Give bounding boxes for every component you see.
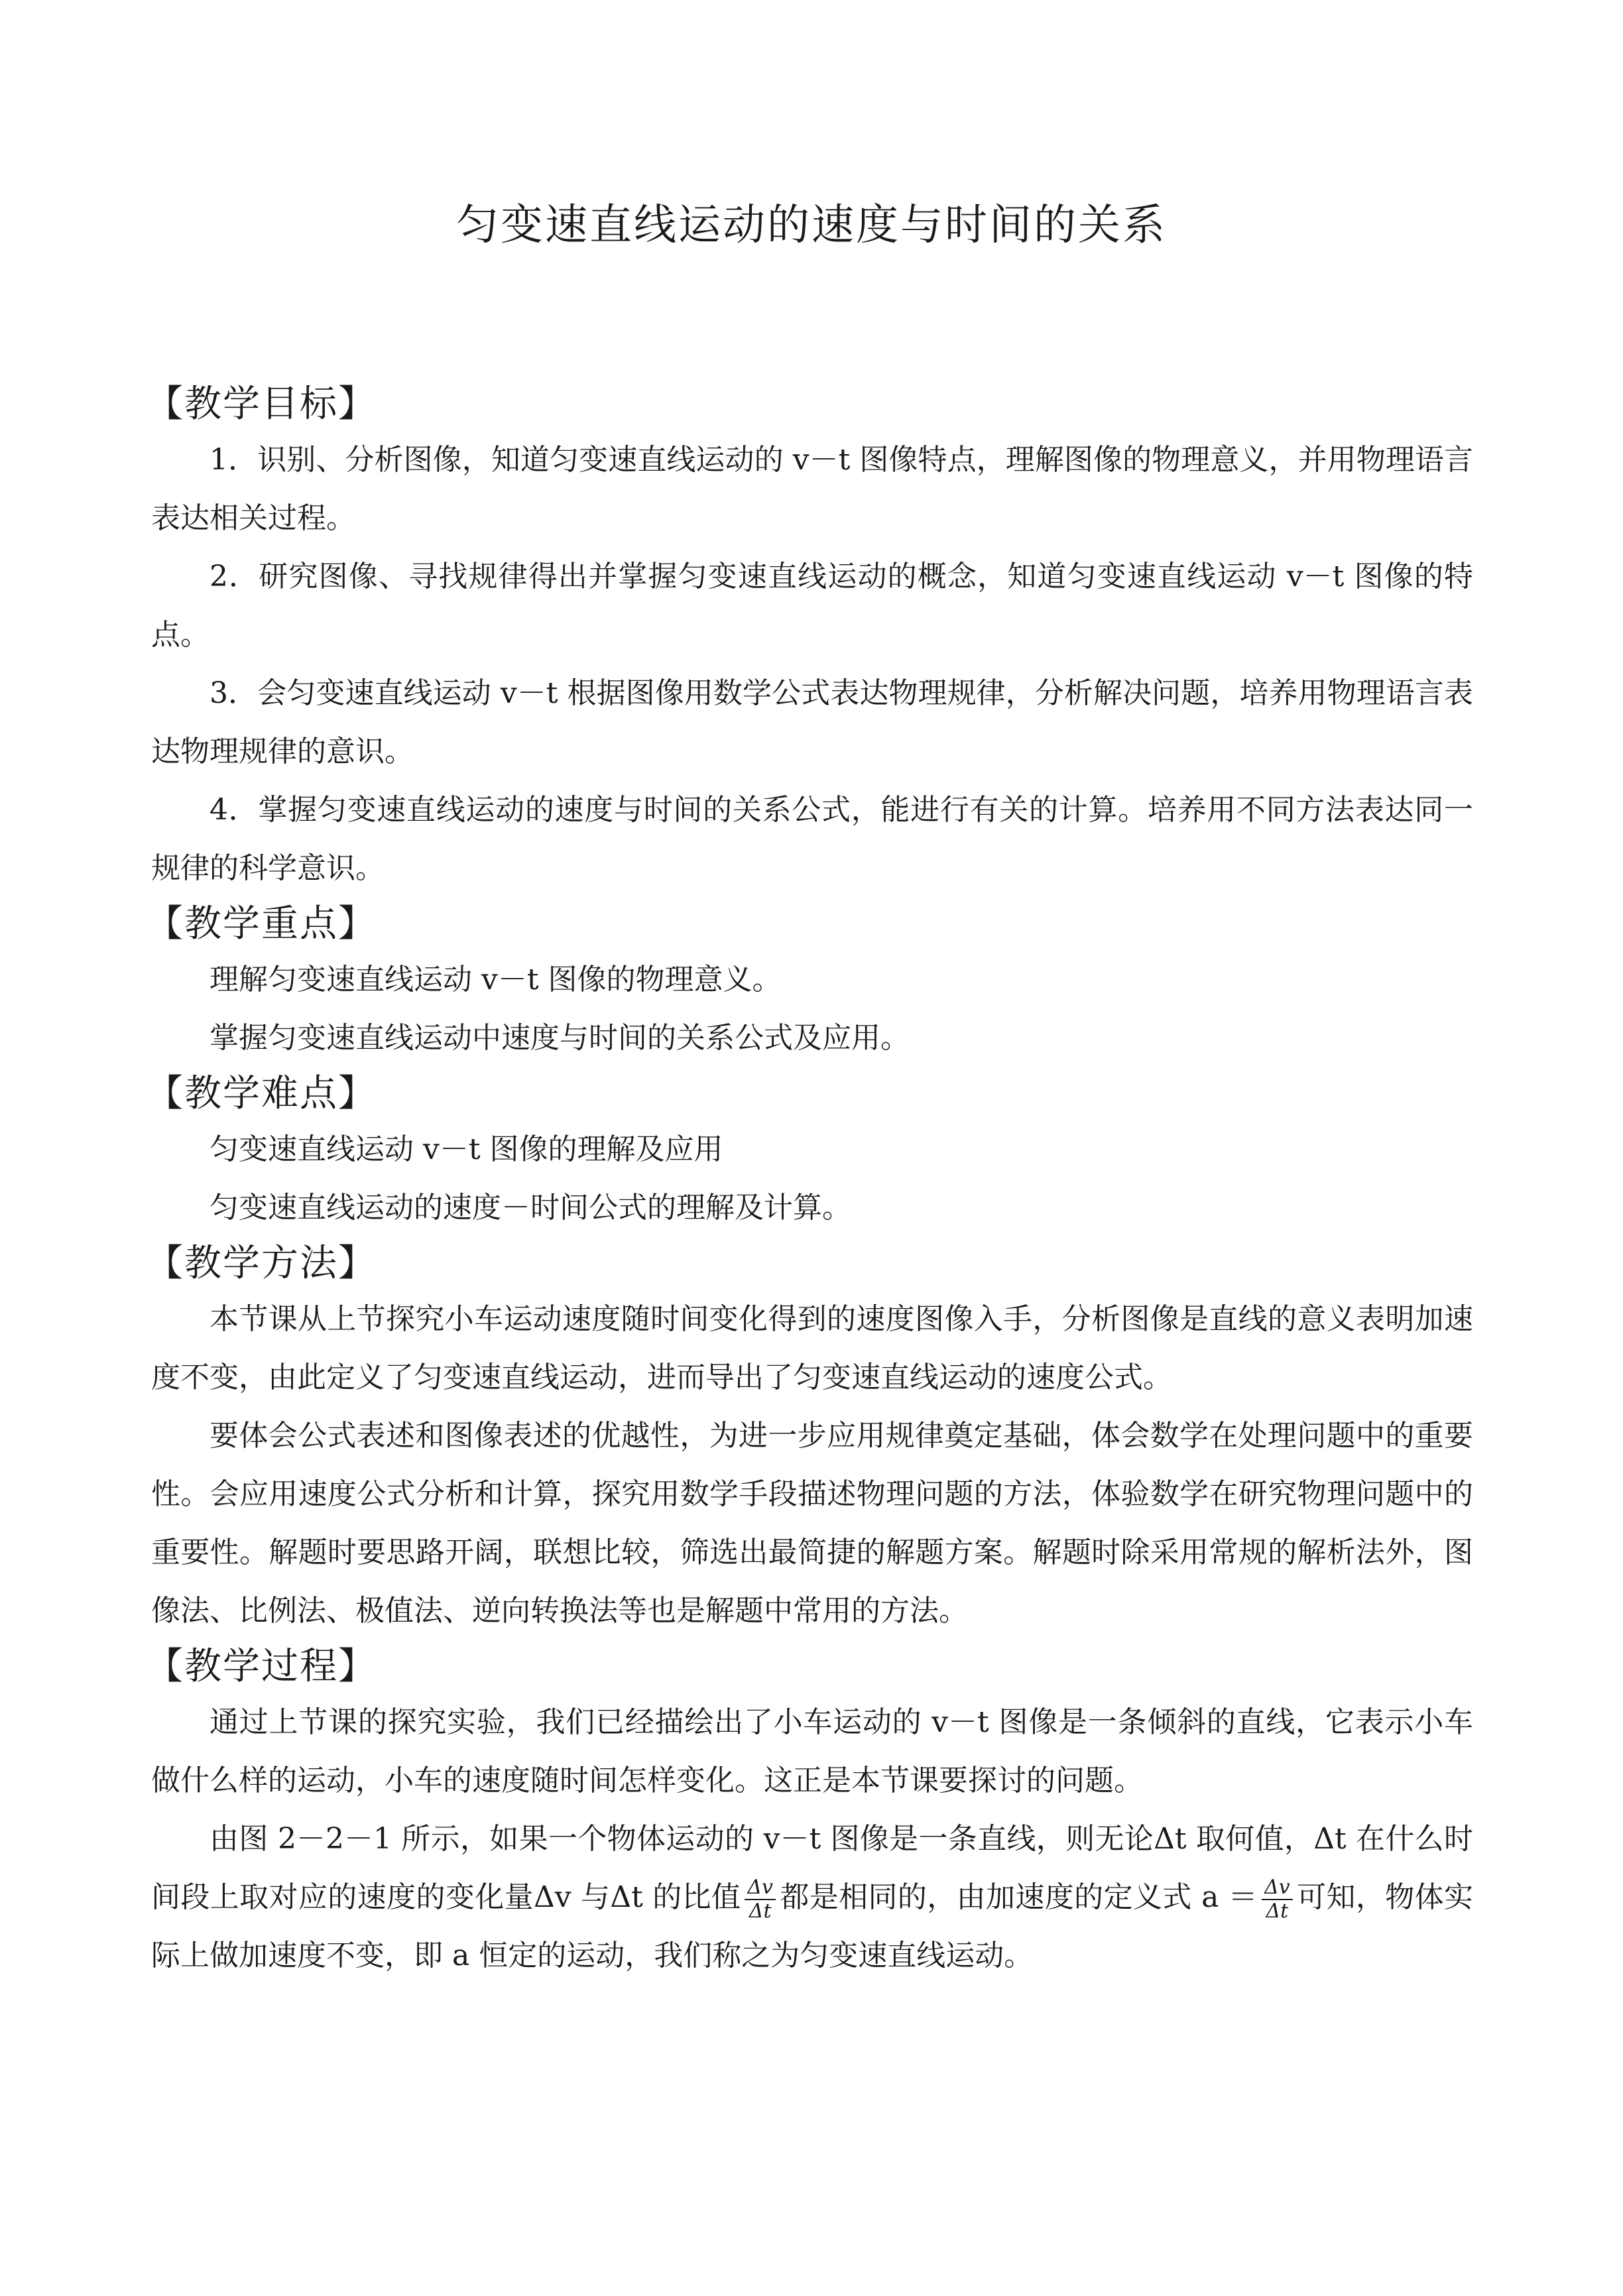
difficulty-item: 匀变速直线运动 v－t 图像的理解及应用	[210, 1132, 723, 1166]
fraction-denominator: Δt	[749, 1899, 772, 1923]
section-heading-methods: 【教学方法】	[146, 1242, 377, 1285]
fraction-delta-v-over-delta-t	[1262, 1876, 1293, 1923]
fraction-denominator: Δt	[1266, 1899, 1289, 1923]
section-heading-objectives: 【教学目标】	[146, 383, 377, 426]
process-text-part1: 由图 2－2－1 所示，如果一个物体运动的 v－t 图像是一条直线，则无论Δt 取何值，Δt 在什么时间段上取对应的速度的变化量Δv 与Δt 的比值	[151, 1822, 1473, 1914]
process-paragraph: 通过上节课的探究实验，我们已经描绘出了小车运动的 v－t 图像是一条倾斜的直线，它表示小车做什么样的运动，小车的速度随时间怎样变化。这正是本节课要探讨的问题。	[151, 1705, 1473, 1797]
process-text-part2: 都是相同的，由加速度的定义式 a ＝	[779, 1880, 1258, 1914]
document-body	[146, 378, 1474, 1985]
section-heading-key-points: 【教学重点】	[146, 902, 377, 945]
objective-item: 3．会匀变速直线运动 v－t 根据图像用数学公式表达物理规律，分析解决问题，培养用物理语言表达物理规律的意识。	[151, 676, 1473, 768]
objective-item: 2．研究图像、寻找规律得出并掌握匀变速直线运动的概念，知道匀变速直线运动 v－t 图像的特点。	[151, 560, 1473, 652]
process-paragraph-formula	[151, 1810, 1473, 1985]
section-heading-difficulties: 【教学难点】	[146, 1072, 377, 1115]
process-text-part3: 可知，物体实际上做加速度不变，即 a 恒定的运动，我们称之为匀变速直线运动。	[151, 1880, 1474, 1972]
section-heading-process: 【教学过程】	[146, 1645, 377, 1688]
methods-paragraph: 本节课从上节探究小车运动速度随时间变化得到的速度图像入手，分析图像是直线的意义表明加速度不变，由此定义了匀变速直线运动，进而导出了匀变速直线运动的速度公式。	[151, 1302, 1473, 1394]
key-point-item: 掌握匀变速直线运动中速度与时间的关系公式及应用。	[210, 1021, 910, 1055]
objective-item: 1．识别、分析图像，知道匀变速直线运动的 v－t 图像特点，理解图像的物理意义，并用物理语言表达相关过程。	[151, 443, 1473, 535]
page-title: 匀变速直线运动的速度与时间的关系	[456, 201, 1167, 250]
fraction-numerator: Δv	[1262, 1876, 1293, 1900]
fraction-delta-v-over-delta-t	[745, 1876, 776, 1923]
objective-item: 4．掌握匀变速直线运动的速度与时间的关系公式，能进行有关的计算。培养用不同方法表达同一规律的科学意识。	[151, 793, 1473, 885]
methods-paragraph: 要体会公式表述和图像表述的优越性，为进一步应用规律奠定基础，体会数学在处理问题中的重要性。会应用速度公式分析和计算，探究用数学手段描述物理问题的方法，体验数学在研究物理问题中的重要性。解题时要思路开阔，联想比较，筛选出最简捷的解题方案。解题时除采用常规的解析法外，图像法、比例法、极值法、逆向转换法等也是解题中常用的方法。	[151, 1419, 1473, 1628]
fraction-numerator: Δv	[745, 1876, 776, 1900]
key-point-item: 理解匀变速直线运动 v－t 图像的物理意义。	[210, 963, 782, 997]
difficulty-item: 匀变速直线运动的速度－时间公式的理解及计算。	[210, 1191, 851, 1225]
